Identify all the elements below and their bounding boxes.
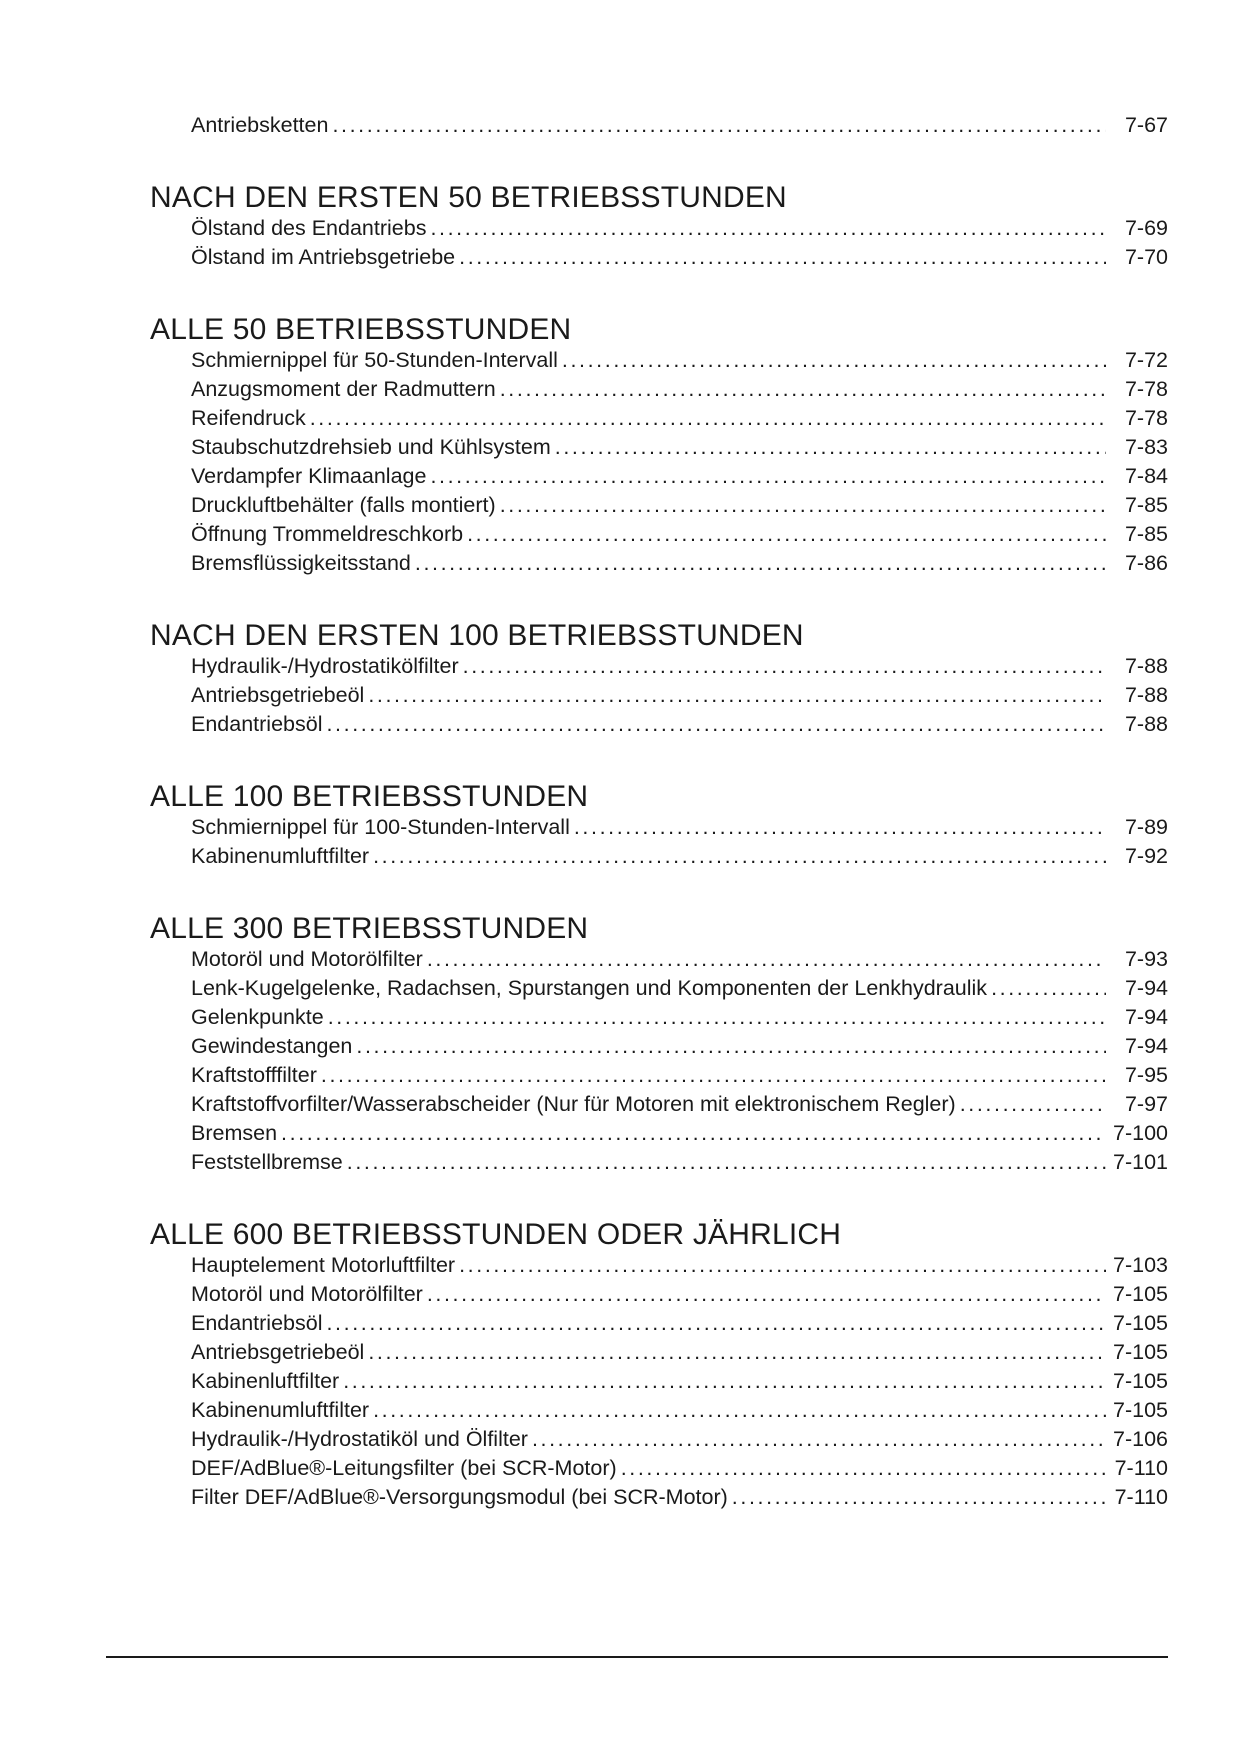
dot-leader: [427, 946, 1106, 972]
toc-entry[interactable]: [191, 711, 1168, 740]
toc-entry-label: Motoröl und Motorölfilter: [191, 947, 423, 971]
toc-entry-label: Antriebsgetriebeöl: [191, 683, 365, 707]
toc-entry-label: Hauptelement Motorluftfilter: [191, 1253, 456, 1277]
toc-entry[interactable]: [191, 1426, 1168, 1455]
dot-leader: [991, 975, 1106, 1001]
section-heading: ALLE 50 BETRIEBSSTUNDEN: [150, 313, 572, 346]
toc-entry-label: Kraftstoffvorfilter/Wasserabscheider (Nur für Motoren mit elektronischem Regler): [191, 1092, 956, 1116]
toc-entry[interactable]: [191, 405, 1168, 434]
toc-entry-page: 7-72: [1124, 348, 1168, 372]
toc-entry-label: Kabinenluftfilter: [191, 1369, 340, 1393]
dot-leader: [427, 1281, 1106, 1307]
toc-entry[interactable]: [191, 1397, 1168, 1426]
section-gap: [150, 740, 1168, 780]
toc-entry[interactable]: [191, 1484, 1168, 1513]
toc-entry-label: Ölstand des Endantriebs: [191, 216, 427, 240]
toc-page: [150, 112, 1168, 1513]
dot-leader: [467, 521, 1106, 547]
toc-entry[interactable]: [191, 1252, 1168, 1281]
toc-entry[interactable]: [191, 1310, 1168, 1339]
toc-entry-page: 7-89: [1124, 815, 1168, 839]
toc-entry-label: Verdampfer Klimaanlage: [191, 464, 427, 488]
toc-entry[interactable]: [191, 682, 1168, 711]
toc-entry-label: Motoröl und Motorölfilter: [191, 1282, 423, 1306]
toc-entry-label: Filter DEF/AdBlue®-Versorgungsmodul (bei SCR-Motor): [191, 1485, 728, 1509]
toc-section: [150, 619, 1168, 740]
toc-entry[interactable]: [191, 1091, 1168, 1120]
toc-entry[interactable]: [191, 434, 1168, 463]
section-heading: NACH DEN ERSTEN 50 BETRIEBSSTUNDEN: [150, 181, 787, 214]
section-heading: ALLE 600 BETRIEBSSTUNDEN ODER JÄHRLICH: [150, 1218, 842, 1251]
toc-entry-label: Kabinenumluftfilter: [191, 844, 370, 868]
toc-entry-page: 7-88: [1124, 654, 1168, 678]
footer-rule: [106, 1656, 1168, 1658]
dot-leader: [373, 1397, 1106, 1423]
dot-leader: [430, 463, 1106, 489]
dot-leader: [368, 682, 1106, 708]
dot-leader: [732, 1484, 1106, 1510]
dot-leader: [430, 215, 1106, 241]
toc-entry[interactable]: [191, 975, 1168, 1004]
toc-entry-page: 7-88: [1124, 712, 1168, 736]
toc-entry[interactable]: [191, 376, 1168, 405]
dot-leader: [415, 550, 1106, 576]
toc-entry-label: Feststellbremse: [191, 1150, 343, 1174]
toc-entry[interactable]: [191, 1062, 1168, 1091]
toc-entry-page: 7-105: [1113, 1369, 1168, 1393]
toc-entry-page: 7-101: [1113, 1150, 1168, 1174]
dot-leader: [356, 1033, 1106, 1059]
toc-entry-page: 7-105: [1113, 1340, 1168, 1364]
toc-entry-label: Endantriebsöl: [191, 1311, 323, 1335]
dot-leader: [960, 1091, 1106, 1117]
toc-entry-page: 7-105: [1113, 1311, 1168, 1335]
toc-entry[interactable]: [191, 1455, 1168, 1484]
toc-entry[interactable]: [191, 492, 1168, 521]
toc-entry-label: Öffnung Trommeldreschkorb: [191, 522, 464, 546]
toc-entry-label: Antriebsketten: [191, 113, 329, 137]
section-gap: [150, 1178, 1168, 1218]
section-heading: ALLE 300 BETRIEBSSTUNDEN: [150, 912, 589, 945]
toc-section: [150, 181, 1168, 273]
dot-leader: [459, 244, 1106, 270]
toc-entry-page: 7-92: [1124, 844, 1168, 868]
toc-entry-page: 7-85: [1124, 493, 1168, 517]
section-gap: [150, 579, 1168, 619]
toc-entry-page: 7-94: [1124, 1034, 1168, 1058]
toc-section: [150, 780, 1168, 872]
dot-leader: [368, 1339, 1106, 1365]
toc-entry-label: Bremsflüssigkeitsstand: [191, 551, 411, 575]
dot-leader: [500, 492, 1106, 518]
toc-entry-label: Kraftstofffilter: [191, 1063, 317, 1087]
toc-entry-page: 7-78: [1124, 377, 1168, 401]
toc-entry[interactable]: [191, 1339, 1168, 1368]
toc-entry[interactable]: [191, 347, 1168, 376]
dot-leader: [532, 1426, 1106, 1452]
dot-leader: [326, 711, 1106, 737]
toc-entry[interactable]: [191, 521, 1168, 550]
toc-entry[interactable]: [191, 215, 1168, 244]
toc-entry-page: 7-106: [1113, 1427, 1168, 1451]
toc-sections: [150, 141, 1168, 1513]
toc-entry-page: 7-103: [1113, 1253, 1168, 1277]
toc-entry[interactable]: [191, 463, 1168, 492]
dot-leader: [574, 814, 1106, 840]
dot-leader: [321, 1062, 1106, 1088]
toc-entry-label: DEF/AdBlue®-Leitungsfilter (bei SCR-Motor): [191, 1456, 617, 1480]
toc-entry-label: Anzugsmoment der Radmuttern: [191, 377, 496, 401]
toc-entry-page: 7-93: [1124, 947, 1168, 971]
toc-entry[interactable]: [191, 1004, 1168, 1033]
toc-entry[interactable]: [191, 1120, 1168, 1149]
toc-entry-page: 7-88: [1124, 683, 1168, 707]
toc-entry-page: 7-67: [1124, 113, 1168, 137]
toc-section: [150, 313, 1168, 579]
toc-entry-label: Gewindestangen: [191, 1034, 353, 1058]
section-heading: ALLE 100 BETRIEBSSTUNDEN: [150, 780, 589, 813]
dot-leader: [621, 1455, 1106, 1481]
toc-entry-page: 7-83: [1124, 435, 1168, 459]
toc-entry-page: 7-100: [1113, 1121, 1168, 1145]
toc-entry-page: 7-94: [1124, 976, 1168, 1000]
toc-entry-page: 7-105: [1113, 1398, 1168, 1422]
toc-entry[interactable]: [191, 1033, 1168, 1062]
toc-entry-page: 7-94: [1124, 1005, 1168, 1029]
toc-entry-antriebsketten[interactable]: [191, 112, 1168, 141]
section-heading: NACH DEN ERSTEN 100 BETRIEBSSTUNDEN: [150, 619, 804, 652]
toc-entry[interactable]: [191, 814, 1168, 843]
toc-entry-page: 7-70: [1124, 245, 1168, 269]
toc-entry-page: 7-78: [1124, 406, 1168, 430]
toc-entry-page: 7-69: [1124, 216, 1168, 240]
toc-entry-label: Antriebsgetriebeöl: [191, 1340, 365, 1364]
toc-entry[interactable]: [191, 653, 1168, 682]
dot-leader: [347, 1149, 1106, 1175]
dot-leader: [281, 1120, 1106, 1146]
toc-entry[interactable]: [191, 1149, 1168, 1178]
toc-entry-label: Reifendruck: [191, 406, 306, 430]
toc-entry-label: Druckluftbehälter (falls montiert): [191, 493, 496, 517]
dot-leader: [373, 843, 1106, 869]
dot-leader: [343, 1368, 1106, 1394]
toc-section: [150, 1218, 1168, 1513]
dot-leader: [310, 405, 1106, 431]
toc-entry-label: Endantriebsöl: [191, 712, 323, 736]
toc-entry[interactable]: [191, 550, 1168, 579]
toc-entry-label: Schmiernippel für 100-Stunden-Intervall: [191, 815, 570, 839]
toc-entry[interactable]: [191, 843, 1168, 872]
dot-leader: [326, 1310, 1106, 1336]
toc-section: [150, 912, 1168, 1178]
toc-entry[interactable]: [191, 1281, 1168, 1310]
toc-entry-label: Ölstand im Antriebsgetriebe: [191, 245, 456, 269]
toc-entry-page: 7-110: [1114, 1456, 1168, 1480]
dot-leader: [555, 434, 1106, 460]
toc-entry[interactable]: [191, 946, 1168, 975]
toc-entry-page: 7-97: [1124, 1092, 1168, 1116]
toc-entry-label: Hydraulik-/Hydrostatiköl und Ölfilter: [191, 1427, 528, 1451]
dot-leader: [463, 653, 1106, 679]
toc-entry-page: 7-84: [1124, 464, 1168, 488]
section-gap: [150, 141, 1168, 181]
dot-leader: [562, 347, 1106, 373]
toc-entry-page: 7-85: [1124, 522, 1168, 546]
dot-leader: [459, 1252, 1106, 1278]
section-gap: [150, 872, 1168, 912]
dot-leader: [332, 112, 1106, 138]
section-gap: [150, 273, 1168, 313]
toc-entry-page: 7-86: [1124, 551, 1168, 575]
toc-entry-page: 7-95: [1124, 1063, 1168, 1087]
dot-leader: [328, 1004, 1106, 1030]
dot-leader: [500, 376, 1106, 402]
toc-entry-label: Gelenkpunkte: [191, 1005, 324, 1029]
toc-entry-label: Kabinenumluftfilter: [191, 1398, 370, 1422]
toc-entry[interactable]: [191, 1368, 1168, 1397]
toc-entry-label: Staubschutzdrehsieb und Kühlsystem: [191, 435, 551, 459]
toc-entry-label: Hydraulik-/Hydrostatikölfilter: [191, 654, 459, 678]
toc-entry-label: Schmiernippel für 50-Stunden-Intervall: [191, 348, 558, 372]
toc-entry-label: Bremsen: [191, 1121, 278, 1145]
toc-entry-label: Lenk-Kugelgelenke, Radachsen, Spurstangen und Komponenten der Lenkhydraulik: [191, 976, 988, 1000]
toc-entry-page: 7-110: [1114, 1485, 1168, 1509]
toc-entry-page: 7-105: [1113, 1282, 1168, 1306]
toc-entry[interactable]: [191, 244, 1168, 273]
